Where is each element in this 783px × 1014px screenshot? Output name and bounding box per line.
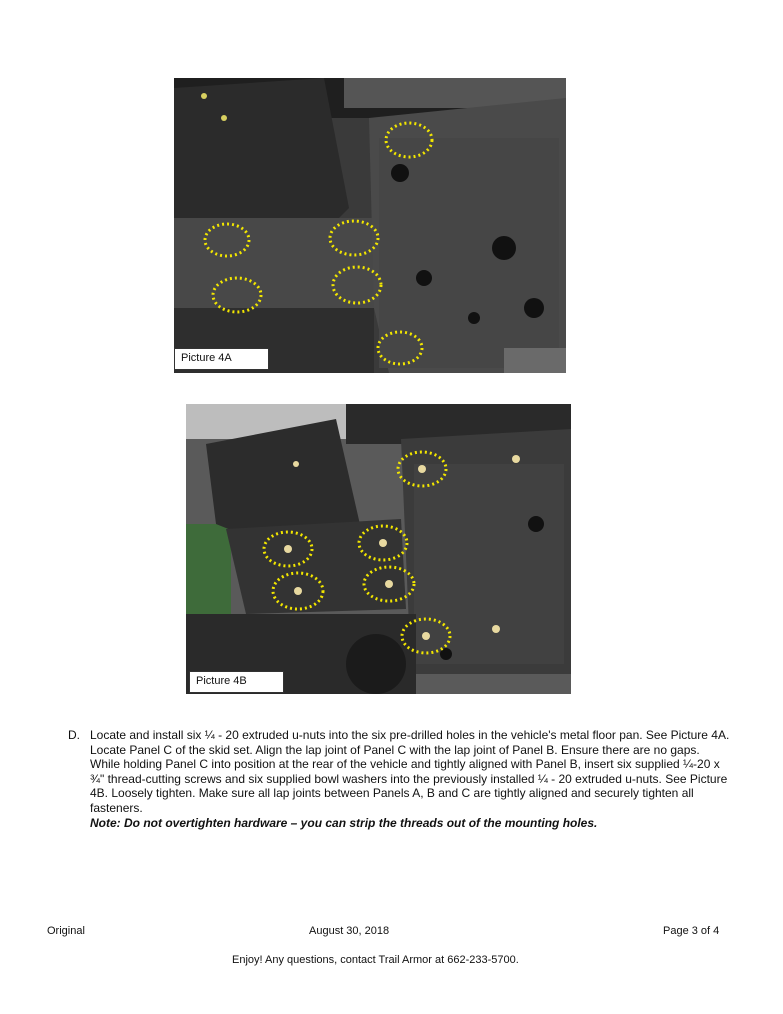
picture-4a-caption: Picture 4A [174, 348, 269, 370]
step-body: Locate and install six ¼ - 20 extruded u-nuts into the six pre-drilled holes in the vehicle's metal floor pan. See Picture 4A. Locate Panel C of the skid set. Align the lap joint of Panel C with the lap joint of Panel B. Ensure there are no gaps. While holding Panel C into position at the rear of the vehicle and tightly aligned with Panel B, insert six supplied ¼-20 x ¾" thread-cutting screws and six supplied bowl washers into the previously installed ¼ - 20 extruded u-nuts. See Picture 4B. Loosely tighten. Make sure all lap joints between Panels A, B and C are tightly aligned and securely tighten all fasteners. [90, 728, 730, 815]
footer-date: August 30, 2018 [309, 925, 390, 937]
picture-4b [186, 404, 571, 694]
picture-4b-photo [186, 404, 571, 694]
footer-page-number: Page 3 of 4 [663, 925, 720, 937]
picture-4a [174, 78, 566, 373]
step-letter: D. [68, 728, 80, 742]
footer-left: Original [47, 925, 85, 937]
step-note: Note: Do not overtighten hardware – you can strip the threads out of the mounting holes. [90, 815, 598, 830]
footer-contact: Enjoy! Any questions, contact Trail Armor at 662-233-5700. [232, 954, 519, 966]
picture-4a-photo [174, 78, 566, 373]
picture-4b-caption: Picture 4B [189, 671, 284, 693]
step-text [90, 728, 730, 830]
